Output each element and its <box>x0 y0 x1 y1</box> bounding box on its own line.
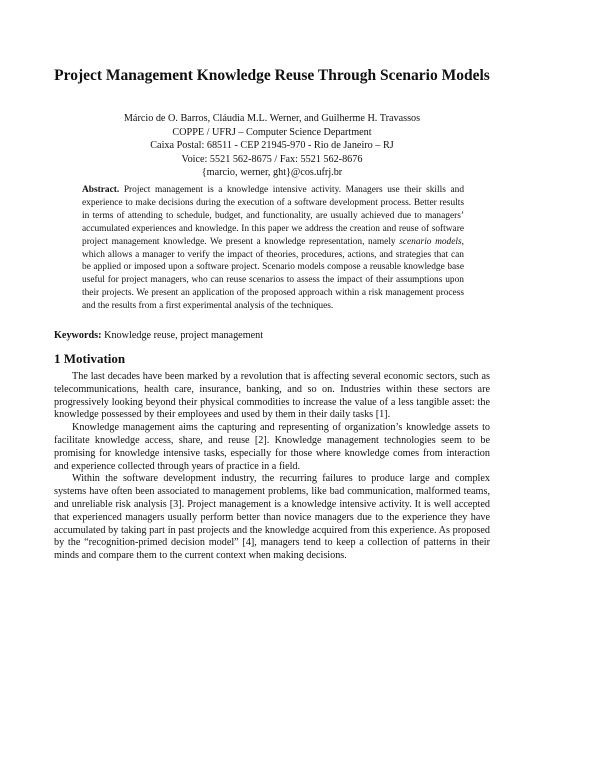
abstract-text-1: Project management is a knowledge intensive activity. Managers use their skills and experience to make decisions during the execution of a software development process. Better results in terms of attending to schedule, budget, and functionality, are usually achieved due to managers’ accumulated experiences and knowledge. In this paper we address the creation and reuse of software project management knowledge. We present a knowledge representation, namely <box>82 185 464 247</box>
keywords-text: Knowledge reuse, project management <box>101 330 264 341</box>
affiliation-line: COPPE / UFRJ – Computer Science Department <box>172 126 372 138</box>
address-line: Caixa Postal: 68511 - CEP 21945-970 - Rio de Janeiro – RJ <box>150 140 394 151</box>
abstract-label: Abstract. <box>82 185 120 195</box>
body-paragraph-3: Within the software development industry, the recurring failures to produce large and complex systems have often been associated to management problems, like bad communication, malformed teams, and unreliable risk analysis [3]. Project management is a knowledge intensive activity. It is well accepted that experienced managers usually perform better than novice managers due to the experience they have accumulated by taking part in past projects and the knowledge acquired from this experience. As proposed by the “recognition-primed decision model” [4], managers tend to keep a collection of patterns in their minds and compare them to the current context when making decisions. <box>54 473 490 562</box>
section-heading: 1 Motivation <box>54 351 126 366</box>
keywords <box>54 329 494 342</box>
paper-title: Project Management Knowledge Reuse Through Scenario Models <box>54 67 490 84</box>
abstract-emphasis: scenario models <box>399 236 462 247</box>
abstract-text-2: , which allows a manager to verify the impact of theories, procedures, actions, and strategies that can be applied or imposed upon a software project. Scenario models compose a reusable knowledge base useful for project managers, who can reuse scenarios to assess the impact of their assumptions upon their projects. We present an application of the proposed approach within a risk management process and the results from a first experimental analysis of the techniques. <box>82 236 464 312</box>
keywords-label: Keywords: <box>54 330 102 341</box>
email-line: {marcio, werner, ght}@cos.ufrj.br <box>201 167 343 178</box>
body-paragraph-2: Knowledge management aims the capturing and representing of organization’s knowledge assets to facilitate knowledge access, share, and reuse [2]. Knowledge management technologies seem to be promising for knowledge intensive tasks, especially for those where knowledge comes from interaction and experience collected through years of practice in a field. <box>54 422 490 472</box>
author-block <box>52 112 492 180</box>
body-paragraph-1: The last decades have been marked by a revolution that is affecting several economic sectors, such as telecommunications, health care, insurance, banking, and so on. Industries within these sectors are progressively looking beyond their physical commodities to increase the value of a less tangible asset: the knowledge possessed by their employees and used by them in their daily tasks [1]. <box>54 371 490 421</box>
section-body <box>54 371 490 563</box>
author-names: Márcio de O. Barros, Cláudia M.L. Werner, and Guilherme H. Travassos <box>123 113 421 124</box>
abstract <box>82 184 464 313</box>
phone-line: Voice: 5521 562-8675 / Fax: 5521 562-8676 <box>181 153 363 165</box>
